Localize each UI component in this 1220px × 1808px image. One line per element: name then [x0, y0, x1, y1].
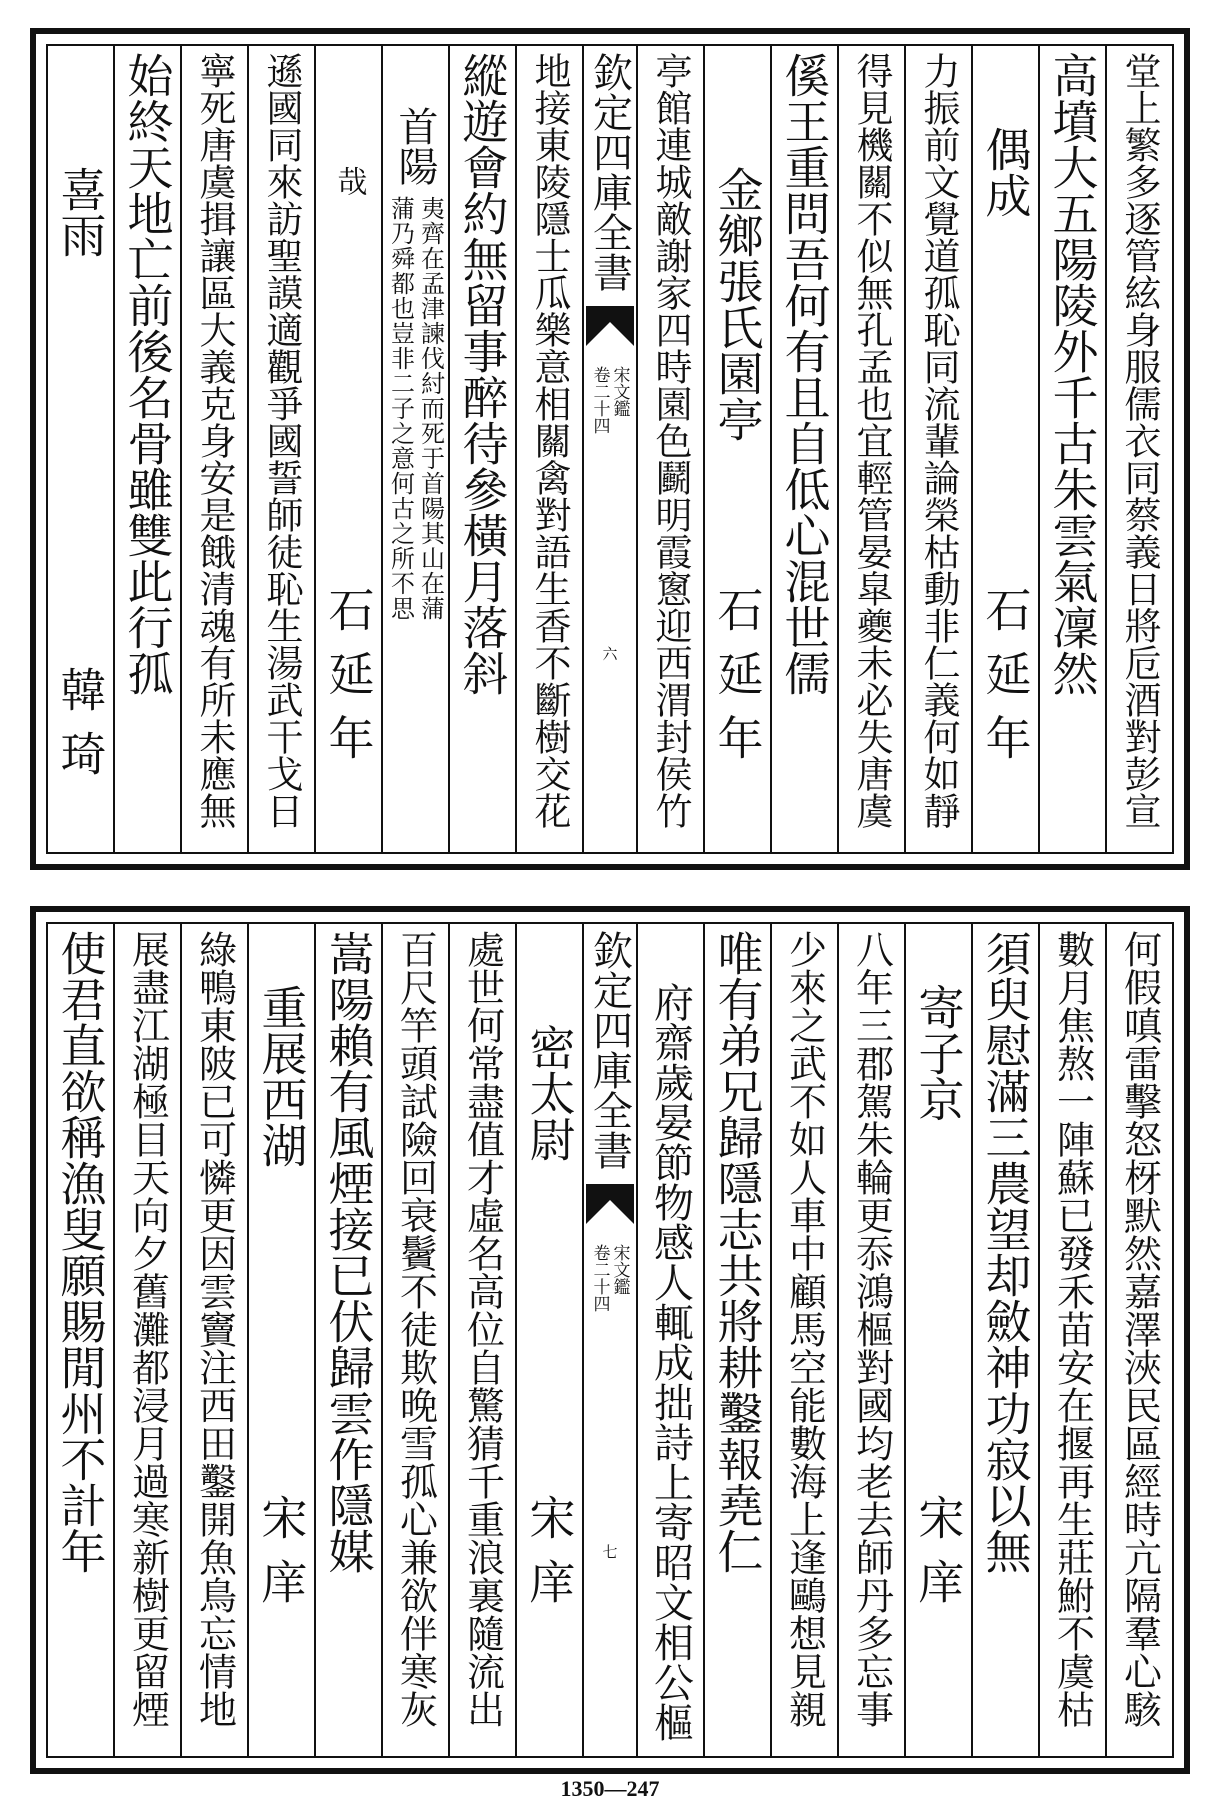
text-column — [1038, 924, 1105, 1756]
text-column — [113, 46, 180, 852]
verse-line: 傒王重問吾何有且自低心混世儒 — [777, 52, 832, 696]
text-column — [515, 46, 582, 852]
poem-title: 哉 — [331, 166, 367, 196]
page-number: 1350—247 — [560, 1776, 660, 1801]
verse-line: 使君直欲稱漁叟願賜閒州不計年 — [53, 930, 108, 1574]
poem-author: 石延年 — [710, 586, 765, 778]
text-column — [381, 924, 448, 1756]
note-line: 夷齊在孟津諫伐紂而死于首陽其山在蒲 — [416, 196, 445, 621]
text-column — [180, 924, 247, 1756]
verse-line: 縱遊會約無留事醉待參橫月落斜 — [455, 52, 510, 696]
note-line: 蒲乃舜都也豈非二子之意何古之所不思 — [386, 196, 415, 621]
verse-line: 八年三郡駕朱輪更忝鴻樞對國均老去師丹多忘事 — [849, 930, 894, 1728]
heading-column — [904, 924, 971, 1756]
verse-line: 府齋歲晏節物感人輒成拙詩上寄昭文相公樞 — [647, 982, 694, 1742]
text-column — [180, 46, 247, 852]
text-column — [904, 46, 971, 852]
poem-author: 宋庠 — [911, 1494, 966, 1622]
text-column — [48, 924, 113, 1756]
verse-line: 地接東陵隱士瓜樂意相關禽對語生香不斷樹交花 — [528, 52, 571, 829]
poem-title: 密太尉 — [522, 1024, 577, 1162]
heading-column — [48, 46, 113, 852]
text-column — [448, 46, 515, 852]
book-title: 宋文鑑 — [609, 1244, 630, 1295]
leaf-number: 七 — [600, 1544, 619, 1559]
text-column — [770, 924, 837, 1756]
text-column — [1105, 46, 1172, 852]
poem-author: 韓琦 — [53, 666, 108, 794]
poem-title: 金鄉張氏園亭 — [710, 166, 765, 442]
poem-author: 石延年 — [321, 586, 376, 778]
verse-line: 亭館連城敵謝家四時園色鬬明霞窻迎西渭封侯竹 — [649, 52, 692, 829]
verse-line: 百尺竿頭試險回衰鬢不徒欺晚雪孤心兼欲伴寒灰 — [393, 930, 438, 1728]
volume-label: 卷二十四 — [589, 366, 610, 434]
verse-line: 寧死唐虞揖讓區大義克身安是餓清魂有所未應無 — [193, 52, 236, 829]
page-bottom — [30, 906, 1190, 1774]
heading-column — [247, 924, 314, 1756]
verse-line: 數月焦熬一陣蘇已發禾苗安在揠再生莊鮒不虞枯 — [1050, 930, 1095, 1728]
verse-line: 遜國同來訪聖謨適觀爭國誓師徒恥生湯武干戈日 — [260, 52, 303, 829]
poem-title: 重展西湖 — [254, 984, 309, 1168]
page-top-frame — [46, 44, 1174, 854]
text-column — [703, 924, 770, 1756]
text-column — [837, 46, 904, 852]
text-column — [247, 46, 314, 852]
center-gutter — [582, 924, 636, 1756]
heading-column — [515, 924, 582, 1756]
verse-line: 少來之武不如人車中顧馬空能數海上逢鷗想見親 — [782, 930, 827, 1728]
heading-column — [971, 46, 1038, 852]
verse-line: 唯有弟兄歸隱志共將耕鑿報堯仁 — [710, 930, 765, 1574]
text-column — [1105, 924, 1172, 1756]
text-column — [314, 924, 381, 1756]
fishtail-mark — [586, 1184, 634, 1224]
verse-line: 得見機關不似無孔孟也宜輕管晏皐夔未必失唐虞 — [850, 52, 893, 829]
fishtail-mark — [586, 306, 634, 346]
poem-title: 首陽 — [392, 106, 438, 186]
text-column — [113, 924, 180, 1756]
poem-author: 宋庠 — [254, 1494, 309, 1622]
verse-line: 力振前文覺道孤恥同流輩論榮枯動非仁義何如靜 — [917, 52, 960, 829]
poem-author: 石延年 — [978, 586, 1033, 778]
verse-line: 堂上繁多逐管絃身服儒衣同蔡義日將卮酒對彭宣 — [1118, 52, 1161, 829]
series-title: 欽定四庫全書 — [586, 52, 633, 292]
text-column — [636, 46, 703, 852]
book-title: 宋文鑑 — [609, 366, 630, 417]
heading-column — [703, 46, 770, 852]
volume-label: 卷二十四 — [589, 1244, 610, 1312]
page-top — [30, 28, 1190, 870]
text-column — [837, 924, 904, 1756]
poem-title: 偶成 — [978, 126, 1033, 218]
page-bottom-frame — [46, 922, 1174, 1758]
verse-line: 始終天地亡前後名骨雖雙此行孤 — [120, 52, 175, 696]
series-title: 欽定四庫全書 — [586, 930, 633, 1170]
verse-line: 須臾慰滿三農望却斂神功寂以無 — [978, 930, 1033, 1574]
verse-line: 何假嗔雷擊怒枒默然嘉澤浹民區經時亢隔羣心駭 — [1117, 930, 1162, 1728]
commentary-note — [383, 196, 448, 621]
verse-line: 高墳大五陽陵外千古朱雲氣凜然 — [1045, 52, 1100, 696]
text-column — [1038, 46, 1105, 852]
center-gutter — [582, 46, 636, 852]
poem-title: 寄子京 — [911, 984, 966, 1122]
verse-line: 處世何常盡值才虛名高位自驚猜千重浪裏隨流出 — [460, 930, 505, 1728]
text-column — [448, 924, 515, 1756]
leaf-number: 六 — [600, 646, 619, 661]
text-column — [636, 924, 703, 1756]
text-column — [770, 46, 837, 852]
verse-line: 綠鴨東陂已可憐更因雲竇注西田鑿開魚鳥忘情地 — [192, 930, 237, 1728]
poem-title: 喜雨 — [53, 166, 108, 258]
heading-column — [314, 46, 381, 852]
text-column — [971, 924, 1038, 1756]
annotated-column — [381, 46, 448, 852]
verse-line: 展盡江湖極目天向夕舊灘都浸月過寒新樹更留煙 — [125, 930, 170, 1728]
poem-author: 宋庠 — [522, 1494, 577, 1622]
verse-line: 嵩陽賴有風煙接已伏歸雲作隱媒 — [321, 930, 376, 1574]
